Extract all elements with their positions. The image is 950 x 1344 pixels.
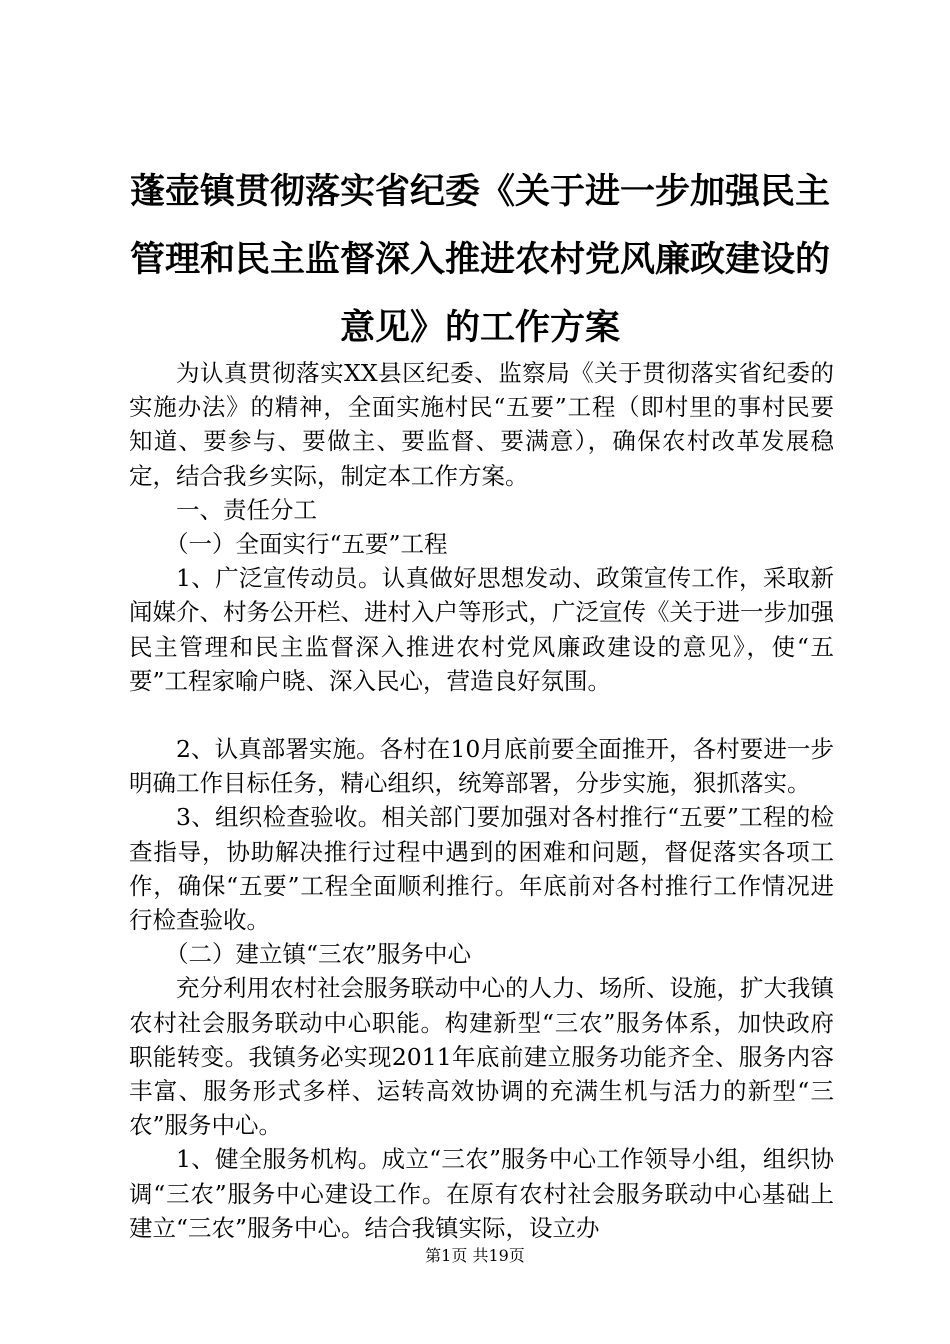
intro-paragraph: 为认真贯彻落实XX县区纪委、监察局《关于贯彻落实省纪委的实施办法》的精神，全面实施村民“五要”工程（即村里的事村民要知道、要参与、要做主、要监督、要满意），确保农村改革发展稳定，结合我乡实际，制定本工作方案。: [129, 359, 834, 490]
subsection-heading-five-requirements: （一）全面实行“五要”工程: [165, 530, 448, 559]
paragraph-deployment: 2、认真部署实施。各村在10月底前要全面推开，各村要进一步明确工作目标任务，精心组织，统筹部署，分步实施，狠抓落实。: [129, 735, 834, 798]
paragraph-publicity: 1、广泛宣传动员。认真做好思想发动、政策宣传工作，采取新闻媒介、村务公开栏、进村入户等形式，广泛宣传《关于进一步加强民主管理和民主监督深入推进农村党风廉政建设的意见》，使“五要”工程家喻户晓、深入民心，营造良好氛围。: [129, 564, 834, 695]
paragraph-service-organization: 1、健全服务机构。成立“三农”服务中心工作领导小组，组织协调“三农”服务中心建设工作。在原有农村社会服务联动中心基础上建立“三农”服务中心。结合我镇实际，设立办: [129, 1145, 834, 1242]
document-body: [129, 356, 834, 1245]
page-number: 第1页 共19页: [425, 1246, 525, 1265]
document-title: [110, 158, 850, 362]
title-line-3: 意见》的工作方案: [339, 307, 620, 348]
title-line-2: 管理和民主监督深入推进农村党风廉政建设的: [129, 239, 830, 280]
paragraph-inspection: 3、组织检查验收。相关部门要加强对各村推行“五要”工程的检查指导，协助解决推行过程中遇到的困难和问题，督促落实各项工作，确保“五要”工程全面顺利推行。年底前对各村推行工作情况进行检查验收。: [129, 803, 834, 935]
paragraph-service-center: 充分利用农村社会服务联动中心的人力、场所、设施，扩大我镇农村社会服务联动中心职能。构建新型“三农”服务体系，加快政府职能转变。我镇务必实现2011年底前建立服务功能齐全、服务内容丰富、服务形式多样、运转高效协调的充满生机与活力的新型“三农”服务中心。: [129, 974, 834, 1140]
paragraph-spacer: [129, 698, 834, 732]
title-line-1: 蓬壶镇贯彻落实省纪委《关于进一步加强民主: [129, 171, 830, 212]
section-heading-responsibility: 一、责任分工: [176, 495, 317, 524]
subsection-heading-service-center: （二）建立镇“三农”服务中心: [165, 940, 472, 969]
